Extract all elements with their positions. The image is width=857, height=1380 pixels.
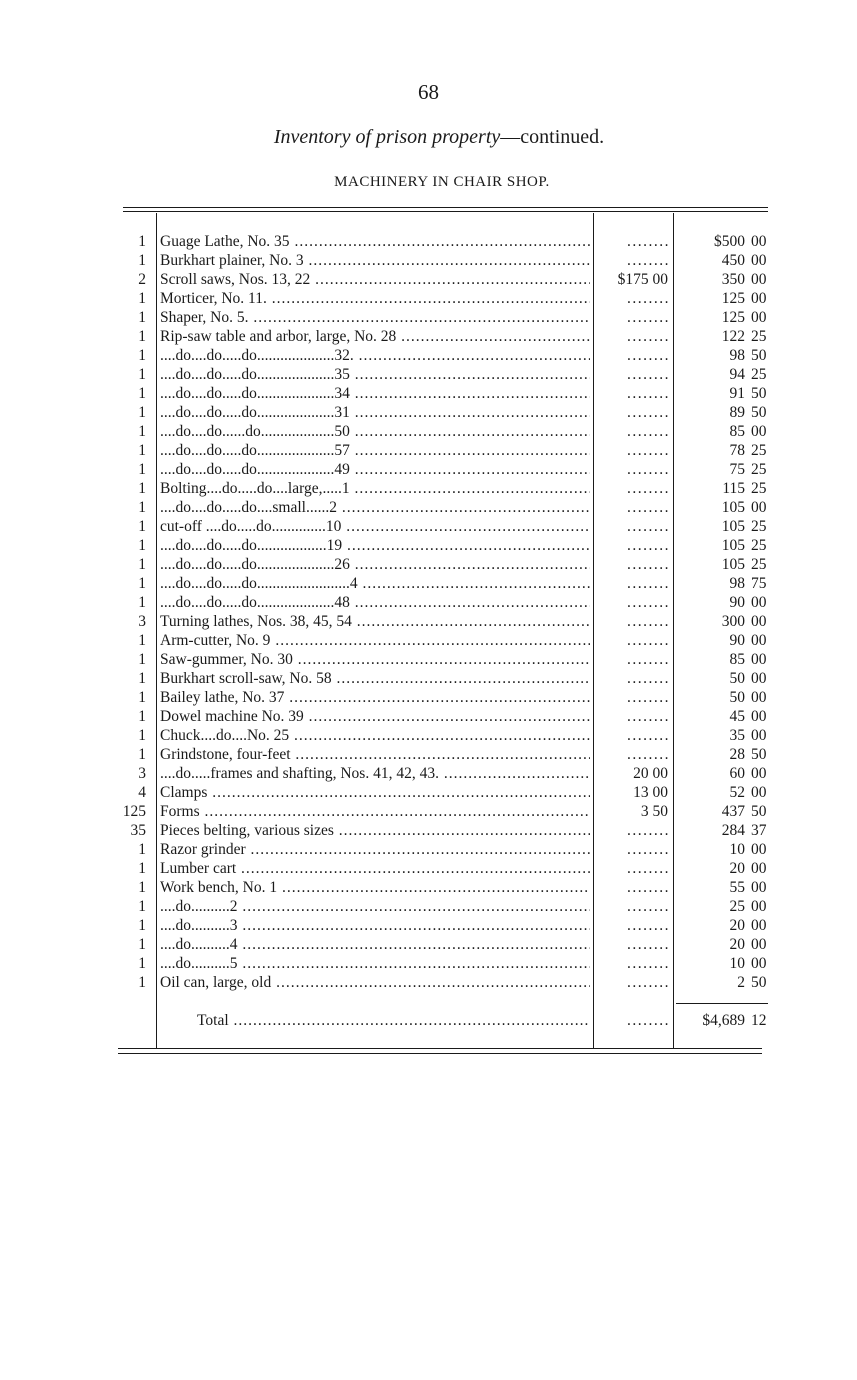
row-item: Oil can, large, old ..... bbox=[160, 973, 590, 992]
row-unit-price bbox=[597, 631, 670, 650]
row-amount: 105 bbox=[721, 537, 745, 554]
row-amount: 55 bbox=[729, 879, 745, 896]
row-unit-price bbox=[597, 726, 670, 745]
row-quantity: 1 bbox=[138, 575, 146, 592]
row-amount: 350 bbox=[721, 271, 745, 288]
row-cents: 25 bbox=[751, 442, 767, 459]
row-unit-price bbox=[597, 935, 670, 954]
row-quantity: 1 bbox=[138, 366, 146, 383]
row-unit-price bbox=[597, 327, 670, 346]
row-quantity: 4 bbox=[138, 784, 146, 801]
row-amount: 25 bbox=[729, 898, 745, 915]
table-row bbox=[0, 802, 857, 821]
table-row bbox=[0, 745, 857, 764]
table-row bbox=[0, 859, 857, 878]
row-unit-price bbox=[597, 460, 670, 479]
row-unit-price bbox=[597, 897, 670, 916]
row-quantity: 1 bbox=[138, 556, 146, 573]
row-quantity: 1 bbox=[138, 537, 146, 554]
row-quantity: 1 bbox=[138, 746, 146, 763]
table-row bbox=[0, 308, 857, 327]
row-amount: 50 bbox=[729, 670, 745, 687]
table-row bbox=[0, 650, 857, 669]
table-row bbox=[0, 688, 857, 707]
row-cents: 50 bbox=[751, 974, 767, 991]
row-unit-price bbox=[597, 308, 670, 327]
row-amount: 2 bbox=[737, 974, 745, 991]
row-item: Clamps ..... bbox=[160, 783, 590, 802]
row-quantity: 1 bbox=[138, 252, 146, 269]
row-cents: 00 bbox=[751, 860, 767, 877]
table-row bbox=[0, 403, 857, 422]
row-amount: 437 bbox=[721, 803, 745, 820]
row-unit-price bbox=[597, 707, 670, 726]
row-quantity: 1 bbox=[138, 974, 146, 991]
row-amount: 10 bbox=[729, 841, 745, 858]
total-row bbox=[0, 1011, 857, 1031]
total-unit-leader bbox=[597, 1011, 670, 1031]
row-cents: 00 bbox=[751, 898, 767, 915]
row-unit-price bbox=[597, 764, 670, 783]
table-row bbox=[0, 973, 857, 992]
row-amount: 90 bbox=[729, 594, 745, 611]
table-row bbox=[0, 593, 857, 612]
row-amount: 20 bbox=[729, 917, 745, 934]
row-cents: 00 bbox=[751, 841, 767, 858]
row-unit-price bbox=[597, 802, 670, 821]
table-row bbox=[0, 612, 857, 631]
table-row bbox=[0, 251, 857, 270]
row-quantity: 1 bbox=[138, 385, 146, 402]
row-amount: 78 bbox=[729, 442, 745, 459]
row-cents: 25 bbox=[751, 461, 767, 478]
row-quantity: 1 bbox=[138, 936, 146, 953]
row-item: ....do..........2 ..... bbox=[160, 897, 590, 916]
row-quantity: 1 bbox=[138, 632, 146, 649]
row-amount: 105 bbox=[721, 556, 745, 573]
total-rule bbox=[676, 1003, 768, 1004]
row-quantity: 1 bbox=[138, 841, 146, 858]
row-quantity: 3 bbox=[138, 765, 146, 782]
table-row bbox=[0, 783, 857, 802]
row-unit-price bbox=[597, 270, 670, 289]
row-amount: 85 bbox=[729, 423, 745, 440]
row-quantity: 1 bbox=[138, 347, 146, 364]
row-cents: 00 bbox=[751, 271, 767, 288]
row-cents: 25 bbox=[751, 518, 767, 535]
row-amount: 35 bbox=[729, 727, 745, 744]
row-item: Bolting....do.....do....large,.....1 ..... bbox=[160, 479, 590, 498]
row-item: ....do....do.....do....................32. ..... bbox=[160, 346, 590, 365]
row-quantity: 1 bbox=[138, 879, 146, 896]
row-unit-price bbox=[597, 441, 670, 460]
row-quantity: 1 bbox=[138, 499, 146, 516]
row-quantity: 1 bbox=[138, 727, 146, 744]
table-row bbox=[0, 574, 857, 593]
row-cents: 00 bbox=[751, 727, 767, 744]
row-item: ....do....do.....do....................48 ..... bbox=[160, 593, 590, 612]
table-row bbox=[0, 384, 857, 403]
row-item: Pieces belting, various sizes ..... bbox=[160, 821, 590, 840]
row-unit-price bbox=[597, 574, 670, 593]
page-title bbox=[0, 126, 857, 149]
row-cents: 75 bbox=[751, 575, 767, 592]
row-unit-price-value: $175 00 bbox=[617, 271, 668, 288]
row-unit-price bbox=[597, 916, 670, 935]
row-cents: 50 bbox=[751, 404, 767, 421]
row-unit-price bbox=[597, 289, 670, 308]
row-quantity: 1 bbox=[138, 670, 146, 687]
row-item: Guage Lathe, No. 35 ..... bbox=[160, 232, 590, 251]
row-item: Shaper, No. 5. ..... bbox=[160, 308, 590, 327]
row-item: Dowel machine No. 39 ..... bbox=[160, 707, 590, 726]
row-quantity: 1 bbox=[138, 518, 146, 535]
table-row bbox=[0, 365, 857, 384]
row-amount: 105 bbox=[721, 518, 745, 535]
row-amount: 300 bbox=[721, 613, 745, 630]
row-amount: 98 bbox=[729, 347, 745, 364]
row-cents: 00 bbox=[751, 290, 767, 307]
row-amount: 115 bbox=[722, 480, 745, 497]
row-amount: 90 bbox=[729, 632, 745, 649]
row-quantity: 1 bbox=[138, 480, 146, 497]
row-cents: 25 bbox=[751, 480, 767, 497]
title-italic: Inventory of prison property bbox=[273, 126, 501, 148]
row-cents: 00 bbox=[751, 594, 767, 611]
row-unit-price bbox=[597, 821, 670, 840]
row-unit-price bbox=[597, 593, 670, 612]
row-cents: 00 bbox=[751, 252, 767, 269]
table-row bbox=[0, 840, 857, 859]
row-cents: 25 bbox=[751, 366, 767, 383]
row-cents: 50 bbox=[751, 746, 767, 763]
row-item: ....do.....frames and shafting, Nos. 41, 42, 43. ..... bbox=[160, 764, 590, 783]
row-amount: 125 bbox=[721, 290, 745, 307]
row-cents: 00 bbox=[751, 879, 767, 896]
row-item: Razor grinder ..... bbox=[160, 840, 590, 859]
table-row bbox=[0, 935, 857, 954]
row-quantity: 2 bbox=[138, 271, 146, 288]
table-row bbox=[0, 517, 857, 536]
row-cents: 25 bbox=[751, 328, 767, 345]
table-row bbox=[0, 954, 857, 973]
row-amount: 94 bbox=[729, 366, 745, 383]
table-row bbox=[0, 289, 857, 308]
row-amount: 50 bbox=[729, 689, 745, 706]
row-amount: 284 bbox=[721, 822, 745, 839]
table-row bbox=[0, 555, 857, 574]
row-unit-price bbox=[597, 422, 670, 441]
row-quantity: 1 bbox=[138, 860, 146, 877]
row-item: ....do..........4 ..... bbox=[160, 935, 590, 954]
row-unit-price-value: 3 50 bbox=[640, 803, 668, 820]
row-item: ....do....do.....do....small......2 ..... bbox=[160, 498, 590, 517]
row-quantity: 1 bbox=[138, 328, 146, 345]
row-item: ....do....do.....do....................31 ..... bbox=[160, 403, 590, 422]
row-unit-price bbox=[597, 954, 670, 973]
row-item: Arm-cutter, No. 9 ..... bbox=[160, 631, 590, 650]
row-item: Turning lathes, Nos. 38, 45, 54 ..... bbox=[160, 612, 590, 631]
total-label: Total ..... bbox=[197, 1011, 590, 1031]
section-heading: MACHINERY IN CHAIR SHOP. bbox=[334, 174, 550, 190]
row-cents: 00 bbox=[751, 499, 767, 516]
row-cents: 00 bbox=[751, 784, 767, 801]
row-item: Bailey lathe, No. 37 ..... bbox=[160, 688, 590, 707]
row-unit-price bbox=[597, 973, 670, 992]
page-number: 68 bbox=[418, 80, 439, 104]
table-row bbox=[0, 536, 857, 555]
row-cents: 00 bbox=[751, 233, 767, 250]
table-row bbox=[0, 878, 857, 897]
title-rest: —continued. bbox=[500, 126, 605, 148]
row-unit-price bbox=[597, 840, 670, 859]
row-amount: 20 bbox=[729, 860, 745, 877]
row-cents: 00 bbox=[751, 613, 767, 630]
row-cents: 00 bbox=[751, 651, 767, 668]
row-amount: 105 bbox=[721, 499, 745, 516]
row-cents: 00 bbox=[751, 708, 767, 725]
row-unit-price bbox=[597, 403, 670, 422]
row-amount: 75 bbox=[729, 461, 745, 478]
inventory-table bbox=[0, 232, 857, 992]
row-amount: 45 bbox=[729, 708, 745, 725]
row-item: Rip-saw table and arbor, large, No. 28 ..... bbox=[160, 327, 590, 346]
row-amount: 450 bbox=[721, 252, 745, 269]
row-item: Lumber cart ..... bbox=[160, 859, 590, 878]
row-unit-price bbox=[597, 688, 670, 707]
row-item: ....do....do.....do....................49 ..... bbox=[160, 460, 590, 479]
row-quantity: 1 bbox=[138, 651, 146, 668]
row-unit-price bbox=[597, 251, 670, 270]
row-cents: 00 bbox=[751, 917, 767, 934]
row-quantity: 35 bbox=[130, 822, 146, 839]
row-unit-price bbox=[597, 384, 670, 403]
row-item: Morticer, No. 11. ..... bbox=[160, 289, 590, 308]
row-amount: 91 bbox=[729, 385, 745, 402]
row-cents: 00 bbox=[751, 936, 767, 953]
row-quantity: 1 bbox=[138, 290, 146, 307]
table-row bbox=[0, 821, 857, 840]
row-unit-price bbox=[597, 650, 670, 669]
total-cents: 12 bbox=[751, 1012, 767, 1029]
row-item: ....do..........5 ..... bbox=[160, 954, 590, 973]
table-row bbox=[0, 669, 857, 688]
row-cents: 00 bbox=[751, 309, 767, 326]
row-item: Grindstone, four-feet ..... bbox=[160, 745, 590, 764]
row-unit-price bbox=[597, 859, 670, 878]
row-amount: 10 bbox=[729, 955, 745, 972]
row-quantity: 1 bbox=[138, 898, 146, 915]
row-unit-price bbox=[597, 479, 670, 498]
row-item: ....do....do.....do....................35 ..... bbox=[160, 365, 590, 384]
row-cents: 00 bbox=[751, 632, 767, 649]
table-row bbox=[0, 232, 857, 251]
row-amount: 98 bbox=[729, 575, 745, 592]
row-cents: 00 bbox=[751, 423, 767, 440]
row-cents: 25 bbox=[751, 556, 767, 573]
row-amount: $500 bbox=[714, 233, 745, 250]
row-amount: 122 bbox=[721, 328, 745, 345]
row-item: Work bench, No. 1 ..... bbox=[160, 878, 590, 897]
row-unit-price bbox=[597, 517, 670, 536]
row-quantity: 1 bbox=[138, 917, 146, 934]
row-unit-price bbox=[597, 536, 670, 555]
row-cents: 00 bbox=[751, 670, 767, 687]
row-item: Chuck....do....No. 25 ..... bbox=[160, 726, 590, 745]
row-quantity: 125 bbox=[122, 803, 146, 820]
row-quantity: 1 bbox=[138, 708, 146, 725]
row-quantity: 1 bbox=[138, 442, 146, 459]
table-bottom-rule bbox=[118, 1048, 762, 1049]
table-row bbox=[0, 479, 857, 498]
table-row bbox=[0, 707, 857, 726]
row-item: Forms ..... bbox=[160, 802, 590, 821]
row-quantity: 1 bbox=[138, 309, 146, 326]
row-cents: 25 bbox=[751, 537, 767, 554]
table-row bbox=[0, 460, 857, 479]
row-unit-price bbox=[597, 878, 670, 897]
row-item: Scroll saws, Nos. 13, 22 ..... bbox=[160, 270, 590, 289]
row-unit-price-value: 13 00 bbox=[633, 784, 668, 801]
row-item: ....do....do.....do....................34 ..... bbox=[160, 384, 590, 403]
row-quantity: 1 bbox=[138, 955, 146, 972]
row-item: Saw-gummer, No. 30 ..... bbox=[160, 650, 590, 669]
row-item: ....do..........3 ..... bbox=[160, 916, 590, 935]
row-item: ....do....do.....do....................57 ..... bbox=[160, 441, 590, 460]
row-unit-price bbox=[597, 555, 670, 574]
row-unit-price bbox=[597, 365, 670, 384]
row-cents: 37 bbox=[751, 822, 767, 839]
table-row bbox=[0, 897, 857, 916]
row-quantity: 1 bbox=[138, 423, 146, 440]
table-row bbox=[0, 441, 857, 460]
row-quantity: 1 bbox=[138, 404, 146, 421]
row-amount: 60 bbox=[729, 765, 745, 782]
table-top-rule-inner bbox=[123, 211, 768, 212]
table-bottom-rule-inner bbox=[118, 1053, 762, 1054]
row-unit-price bbox=[597, 745, 670, 764]
row-item: ....do....do.....do....................26 ..... bbox=[160, 555, 590, 574]
row-unit-price bbox=[597, 612, 670, 631]
row-quantity: 3 bbox=[138, 613, 146, 630]
table-row bbox=[0, 422, 857, 441]
row-item: Burkhart scroll-saw, No. 58 ..... bbox=[160, 669, 590, 688]
row-amount: 89 bbox=[729, 404, 745, 421]
table-top-rule bbox=[123, 207, 768, 208]
row-unit-price bbox=[597, 346, 670, 365]
row-item: ....do....do.....do........................4 ..... bbox=[160, 574, 590, 593]
row-item: Burkhart plainer, No. 3 ..... bbox=[160, 251, 590, 270]
row-amount: 52 bbox=[729, 784, 745, 801]
row-item: ....do....do.....do..................19 ..... bbox=[160, 536, 590, 555]
row-amount: 20 bbox=[729, 936, 745, 953]
table-row bbox=[0, 346, 857, 365]
table-row bbox=[0, 726, 857, 745]
row-unit-price-value: 20 00 bbox=[633, 765, 668, 782]
row-cents: 50 bbox=[751, 803, 767, 820]
table-row bbox=[0, 270, 857, 289]
row-quantity: 1 bbox=[138, 689, 146, 706]
table-row bbox=[0, 764, 857, 783]
row-unit-price bbox=[597, 498, 670, 517]
row-unit-price bbox=[597, 232, 670, 251]
row-cents: 00 bbox=[751, 955, 767, 972]
row-item: ....do....do......do...................50 ..... bbox=[160, 422, 590, 441]
table-row bbox=[0, 631, 857, 650]
row-quantity: 1 bbox=[138, 233, 146, 250]
row-cents: 50 bbox=[751, 347, 767, 364]
row-quantity: 1 bbox=[138, 461, 146, 478]
row-quantity: 1 bbox=[138, 594, 146, 611]
table-row bbox=[0, 498, 857, 517]
row-cents: 00 bbox=[751, 765, 767, 782]
row-amount: 85 bbox=[729, 651, 745, 668]
table-row bbox=[0, 327, 857, 346]
row-amount: 125 bbox=[721, 309, 745, 326]
row-cents: 00 bbox=[751, 689, 767, 706]
row-unit-price bbox=[597, 783, 670, 802]
total-amount: $4,689 bbox=[702, 1012, 745, 1029]
row-unit-price bbox=[597, 669, 670, 688]
row-cents: 50 bbox=[751, 385, 767, 402]
table-row bbox=[0, 916, 857, 935]
row-amount: 28 bbox=[729, 746, 745, 763]
row-item: cut-off ....do.....do..............10 ..... bbox=[160, 517, 590, 536]
